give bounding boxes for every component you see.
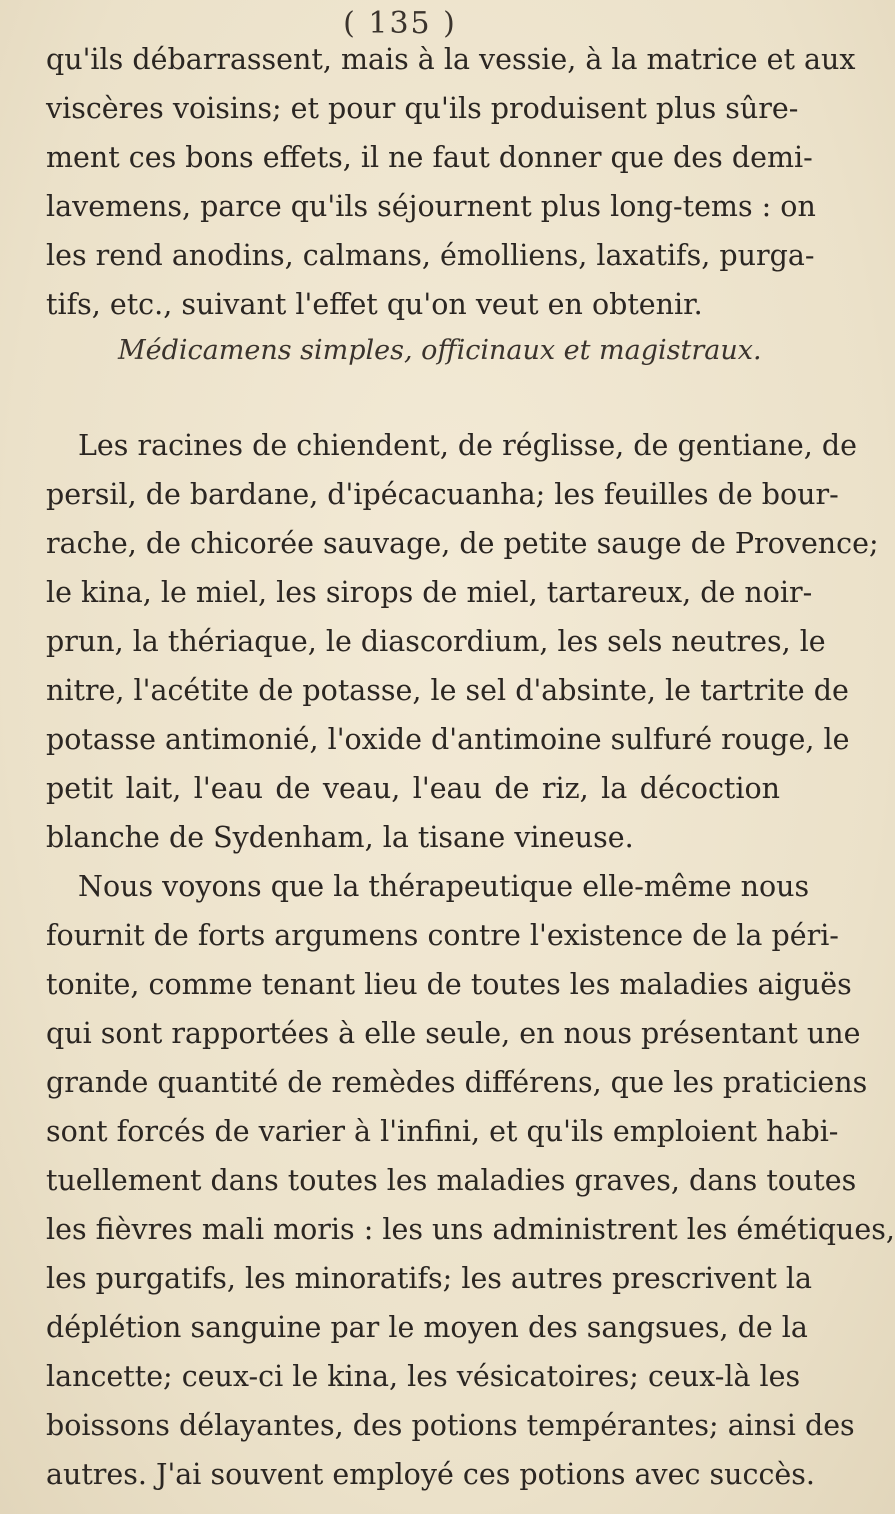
text-line: rache, de chicorée sauvage, de petite sauge de Provence; <box>46 527 879 560</box>
text-line: le kina, le miel, les sirops de miel, tartareux, de noir- <box>46 576 813 609</box>
text-line: lancette; ceux-ci le kina, les vésicatoires; ceux-là les <box>46 1360 801 1393</box>
text-line: nitre, l'acétite de potasse, le sel d'absinte, le tartrite de <box>46 674 849 707</box>
text-line: lavemens, parce qu'ils séjournent plus long-tems : on <box>46 190 816 223</box>
text-line: grande quantité de remèdes différens, que les praticiens <box>46 1066 868 1099</box>
text-line: petit lait, l'eau de veau, l'eau de riz, la décoction <box>46 772 780 805</box>
text-line: prun, la thériaque, le diascordium, les sels neutres, le <box>46 625 826 658</box>
text-line: qu'ils débarrassent, mais à la vessie, à la matrice et aux <box>46 43 856 76</box>
text-line: sont forcés de varier à l'infini, et qu'ils emploient habi- <box>46 1115 839 1148</box>
text-line: potasse antimonié, l'oxide d'antimoine sulfuré rouge, le <box>46 723 850 756</box>
text-line: les purgatifs, les minoratifs; les autres prescrivent la <box>46 1262 812 1295</box>
text-line: les fièvres mali moris : les uns administrent les émétiques, <box>46 1213 895 1246</box>
text-line: tonite, comme tenant lieu de toutes les maladies aiguës <box>46 968 852 1001</box>
text-line: persil, de bardane, d'ipécacuanha; les feuilles de bour- <box>46 478 839 511</box>
text-line: les rend anodins, calmans, émolliens, laxatifs, purga- <box>46 239 815 272</box>
text-line: qui sont rapportées à elle seule, en nous présentant une <box>46 1017 861 1050</box>
section-heading: Médicamens simples, officinaux et magistraux. <box>118 335 762 366</box>
text-line: viscères voisins; et pour qu'ils produisent plus sûre- <box>46 92 799 125</box>
page-number: ( 135 ) <box>343 6 457 41</box>
text-line: ment ces bons effets, il ne faut donner que des demi- <box>46 141 813 174</box>
text-line: blanche de Sydenham, la tisane vineuse. <box>46 821 634 854</box>
text-line: tuellement dans toutes les maladies graves, dans toutes <box>46 1164 857 1197</box>
text-line: tifs, etc., suivant l'effet qu'on veut en obtenir. <box>46 288 703 321</box>
text-line: Nous voyons que la thérapeutique elle-même nous <box>78 870 810 903</box>
text-line: Les racines de chiendent, de réglisse, de gentiane, de <box>78 429 857 462</box>
text-line: boissons délayantes, des potions tempérantes; ainsi des <box>46 1409 855 1442</box>
text-line: fournit de forts argumens contre l'existence de la péri- <box>46 919 839 952</box>
text-line: autres. J'ai souvent employé ces potions avec succès. <box>46 1458 815 1491</box>
text-line: déplétion sanguine par le moyen des sangsues, de la <box>46 1311 808 1344</box>
